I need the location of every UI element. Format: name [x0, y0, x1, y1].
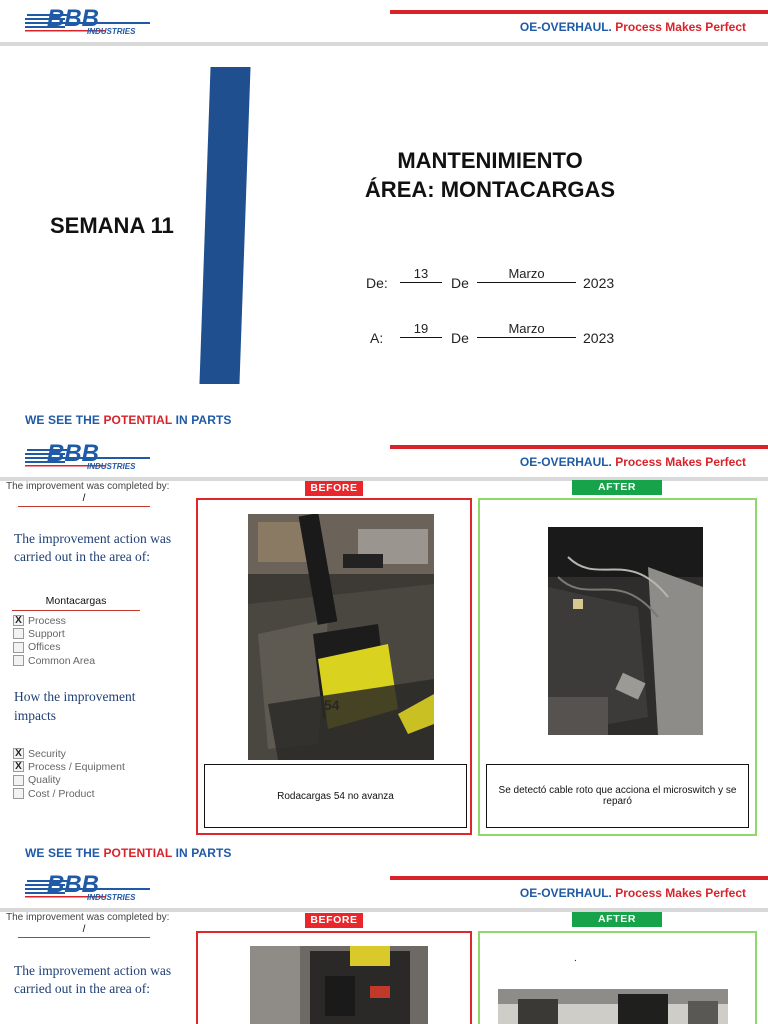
completed-by-label: The improvement was completed by: — [6, 912, 170, 923]
bbb-logo — [25, 5, 160, 35]
svg-text:BBB: BBB — [47, 440, 99, 467]
checkbox[interactable]: X — [13, 748, 24, 759]
before-photo — [248, 514, 434, 760]
after-tag: AFTER — [572, 480, 662, 495]
header-red-line — [390, 10, 768, 14]
header-gray-line — [0, 42, 768, 46]
checkbox[interactable] — [13, 642, 24, 653]
to-day: 19 — [400, 321, 442, 338]
before-panel — [196, 498, 472, 835]
before-tag: BEFORE — [305, 481, 363, 496]
after-note: . — [574, 953, 577, 964]
svg-text:BBB: BBB — [47, 871, 99, 898]
completed-by-value: / — [18, 493, 150, 507]
before-panel — [196, 931, 472, 1024]
impact-option[interactable]: Quality — [13, 774, 125, 787]
header-tagline: OE-OVERHAUL. Process Makes Perfect — [519, 455, 746, 469]
week-title: SEMANA 11 — [50, 213, 174, 238]
after-panel — [478, 498, 757, 836]
after-tag: AFTER — [572, 912, 662, 927]
area-value: Montacargas — [12, 595, 140, 611]
area-option[interactable]: X Process — [13, 614, 95, 627]
to-month: Marzo — [477, 321, 576, 338]
improvement-slide — [0, 435, 768, 841]
svg-text:INDUSTRIES: INDUSTRIES — [87, 893, 136, 901]
checkbox[interactable] — [13, 788, 24, 799]
after-photo — [548, 527, 703, 735]
area-option[interactable]: Common Area — [13, 654, 95, 667]
bbb-logo — [25, 440, 160, 470]
from-month: Marzo — [477, 266, 576, 283]
area-question: The improvement action was carried out in the area of: — [14, 963, 172, 996]
area-checkbox-list — [13, 614, 95, 667]
cover-title: MANTENIMIENTO ÁREA: MONTACARGAS — [364, 148, 616, 202]
improvement-slide-2 — [0, 866, 768, 1024]
area-option[interactable]: Support — [13, 627, 95, 640]
after-caption: Se detectó cable roto que acciona el microswitch y se reparó — [486, 764, 749, 828]
checkbox[interactable]: X — [13, 615, 24, 626]
impact-option[interactable]: X Process / Equipment — [13, 760, 125, 773]
completed-by-label: The improvement was completed by: — [6, 481, 170, 492]
svg-text:INDUSTRIES: INDUSTRIES — [87, 462, 136, 470]
completed-by-value: / — [18, 924, 150, 938]
header-red-line — [390, 876, 768, 880]
slide-footer: WE SEE THE POTENTIAL IN PARTS — [0, 408, 768, 435]
header-tagline: OE-OVERHAUL. Process Makes Perfect — [519, 20, 746, 34]
header-tagline: OE-OVERHAUL. Process Makes Perfect — [519, 886, 746, 900]
after-panel — [478, 931, 757, 1024]
checkbox[interactable] — [13, 628, 24, 639]
svg-text:INDUSTRIES: INDUSTRIES — [87, 27, 136, 35]
cover-slide: BBB INDUSTRIES OE-OVERHAUL. Process Makes Perfect SEMANA 11 MANTENIMIENTO ÁREA: MONTACARGAS De: 13 De Marzo 2023 A: 19 De Marzo 2023 — [0, 0, 768, 408]
decorative-blue-bar — [199, 67, 250, 384]
before-tag: BEFORE — [305, 913, 363, 928]
bbb-logo — [25, 871, 160, 901]
checkbox[interactable] — [13, 655, 24, 666]
before-caption: Rodacargas 54 no avanza — [204, 764, 467, 828]
header-red-line — [390, 445, 768, 449]
impact-option[interactable]: Cost / Product — [13, 787, 125, 800]
area-option[interactable]: Offices — [13, 641, 95, 654]
before-photo — [250, 946, 428, 1024]
checkbox[interactable] — [13, 775, 24, 786]
impact-checkbox-list — [13, 747, 125, 800]
after-photo — [498, 989, 728, 1024]
impact-option[interactable]: X Security — [13, 747, 125, 760]
area-question: The improvement action was carried out in the area of: — [14, 531, 172, 564]
checkbox[interactable]: X — [13, 761, 24, 772]
from-day: 13 — [400, 266, 442, 283]
slide-footer: WE SEE THE POTENTIAL IN PARTS — [0, 841, 768, 868]
svg-text:BBB: BBB — [47, 5, 99, 32]
impact-question: How the improvement impacts — [14, 689, 136, 723]
